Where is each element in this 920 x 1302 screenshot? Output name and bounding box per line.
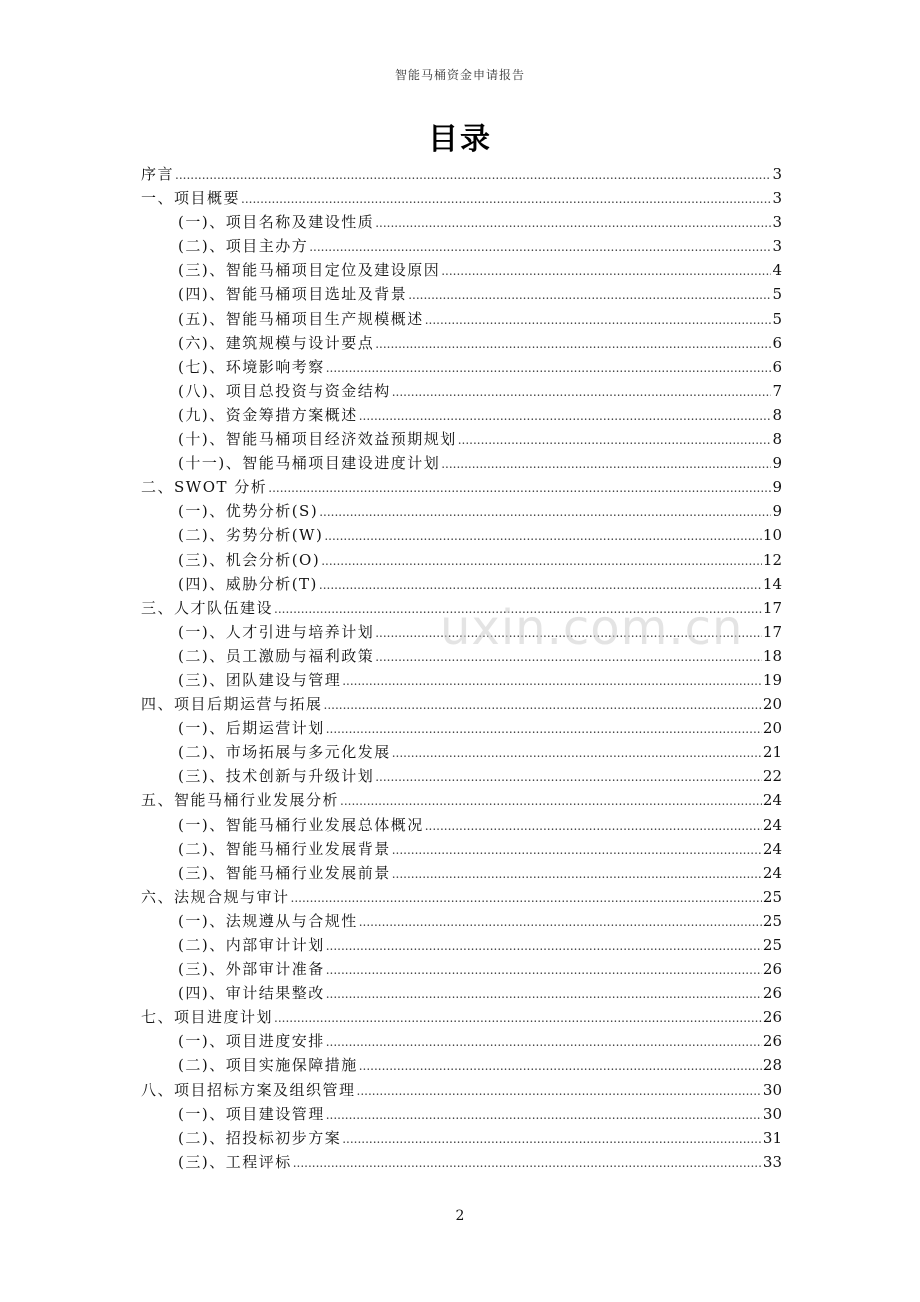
toc-entry-page: 24 xyxy=(762,863,782,882)
toc-entry-label: (八)、项目总投资与资金结构 xyxy=(178,381,391,400)
toc-entry-label: (一)、人才引进与培养计划 xyxy=(178,622,375,641)
toc-leader-dots xyxy=(359,404,772,428)
toc-entry-page: 6 xyxy=(772,357,782,376)
toc-entry-label: (二)、招投标初步方案 xyxy=(178,1128,342,1147)
toc-entry-page: 17 xyxy=(762,622,782,641)
toc-leader-dots xyxy=(342,669,762,693)
toc-leader-dots xyxy=(326,958,762,982)
toc-entry[interactable] xyxy=(141,861,782,885)
toc-entry-label: (二)、劣势分析(W) xyxy=(178,526,324,545)
toc-entry-page: 12 xyxy=(762,550,782,569)
toc-entry-label: 七、项目进度计划 xyxy=(141,1008,274,1027)
toc-entry-label: (三)、团队建设与管理 xyxy=(178,670,342,689)
toc-entry-page: 24 xyxy=(762,839,782,858)
toc-leader-dots xyxy=(309,235,771,259)
toc-entry[interactable] xyxy=(141,572,782,596)
toc-leader-dots xyxy=(375,645,762,669)
toc-entry-label: 六、法规合规与审计 xyxy=(141,887,290,906)
toc-leader-dots xyxy=(319,500,771,524)
toc-entry-page: 26 xyxy=(762,984,782,1003)
toc-entry-label: (三)、外部审计准备 xyxy=(178,960,325,979)
toc-leader-dots xyxy=(375,765,762,789)
toc-entry-label: 序言 xyxy=(141,165,175,183)
toc-list xyxy=(141,162,782,1174)
toc-leader-dots xyxy=(324,524,762,548)
toc-entry-page: 26 xyxy=(762,1008,782,1027)
toc-entry[interactable] xyxy=(141,162,782,186)
toc-entry[interactable] xyxy=(141,764,782,788)
toc-entry[interactable] xyxy=(141,933,782,957)
toc-entry-label: (三)、智能马桶行业发展前景 xyxy=(178,863,391,882)
toc-entry-label: (二)、市场拓展与多元化发展 xyxy=(178,743,391,762)
toc-entry-label: (五)、智能马桶项目生产规模概述 xyxy=(178,309,424,328)
toc-leader-dots xyxy=(392,741,762,765)
toc-entry-label: 八、项目招标方案及组织管理 xyxy=(141,1080,356,1099)
toc-entry[interactable] xyxy=(141,210,782,234)
toc-entry[interactable] xyxy=(141,427,782,451)
toc-leader-dots xyxy=(291,886,762,910)
toc-entry-page: 18 xyxy=(762,646,782,665)
toc-entry-label: (二)、员工激励与福利政策 xyxy=(178,646,375,665)
toc-leader-dots xyxy=(268,476,771,500)
running-header: 智能马桶资金申请报告 xyxy=(394,68,525,82)
toc-entry[interactable] xyxy=(141,1078,782,1102)
toc-title: 目录 xyxy=(428,122,492,157)
toc-entry-page: 28 xyxy=(762,1056,782,1075)
toc-entry[interactable] xyxy=(141,1102,782,1126)
toc-leader-dots xyxy=(293,1151,762,1175)
toc-entry-page: 8 xyxy=(772,430,782,449)
toc-leader-dots xyxy=(392,380,772,404)
toc-entry-label: (九)、资金筹措方案概述 xyxy=(178,405,358,424)
toc-leader-dots xyxy=(321,549,762,573)
watermark: uxin.com.cn xyxy=(440,600,744,656)
toc-leader-dots xyxy=(441,452,771,476)
toc-entry[interactable] xyxy=(141,1029,782,1053)
toc-entry[interactable] xyxy=(141,837,782,861)
toc-entry-page: 9 xyxy=(772,502,782,521)
toc-leader-dots xyxy=(274,1006,762,1030)
toc-entry-label: (七)、环境影响考察 xyxy=(178,357,325,376)
toc-entry[interactable] xyxy=(141,282,782,306)
toc-entry-page: 20 xyxy=(762,719,782,738)
toc-entry[interactable] xyxy=(141,186,782,210)
toc-entry-page: 25 xyxy=(762,936,782,954)
toc-entry-label: 二、SWOT 分析 xyxy=(141,478,268,497)
toc-entry-page: 20 xyxy=(762,695,782,714)
toc-entry-label: (二)、项目主办方 xyxy=(178,237,309,256)
toc-entry[interactable] xyxy=(141,1150,782,1174)
toc-entry-label: (十一)、智能马桶项目建设进度计划 xyxy=(178,454,441,473)
toc-entry[interactable] xyxy=(141,403,782,427)
toc-leader-dots xyxy=(359,910,762,934)
toc-entry-page: 22 xyxy=(762,767,782,786)
toc-entry[interactable] xyxy=(141,909,782,933)
toc-entry-page: 14 xyxy=(762,574,782,593)
toc-entry-page: 21 xyxy=(762,743,782,762)
toc-entry-page: 7 xyxy=(772,381,782,400)
toc-leader-dots xyxy=(340,789,762,813)
toc-entry-page: 5 xyxy=(772,309,782,328)
toc-entry-page: 25 xyxy=(762,887,782,906)
toc-leader-dots xyxy=(274,597,762,621)
toc-entry[interactable] xyxy=(141,957,782,981)
toc-entry-label: 五、智能马桶行业发展分析 xyxy=(141,791,340,810)
toc-entry-page: 30 xyxy=(762,1104,782,1123)
toc-entry-label: (三)、技术创新与升级计划 xyxy=(178,767,375,786)
page-number: 2 xyxy=(455,1208,465,1224)
toc-entry-page: 24 xyxy=(762,791,782,810)
toc-leader-dots xyxy=(375,332,771,356)
toc-entry-label: (三)、机会分析(O) xyxy=(178,550,321,569)
toc-entry-page: 26 xyxy=(762,960,782,979)
toc-leader-dots xyxy=(319,573,762,597)
toc-entry[interactable] xyxy=(141,1126,782,1150)
toc-entry[interactable] xyxy=(141,475,782,499)
toc-entry-label: (一)、项目建设管理 xyxy=(178,1104,325,1123)
toc-entry[interactable] xyxy=(141,451,782,475)
toc-entry[interactable] xyxy=(141,596,782,620)
toc-entry-page: 30 xyxy=(762,1080,782,1099)
toc-entry[interactable] xyxy=(141,668,782,692)
toc-entry[interactable] xyxy=(141,1053,782,1077)
toc-entry-page: 31 xyxy=(762,1128,782,1147)
toc-entry-page: 10 xyxy=(762,526,782,545)
toc-entry-page: 8 xyxy=(772,405,782,424)
toc-entry[interactable] xyxy=(141,813,782,837)
toc-entry-page: 3 xyxy=(772,189,782,208)
toc-entry[interactable] xyxy=(141,692,782,716)
toc-entry-label: (一)、优势分析(S) xyxy=(178,502,319,521)
toc-entry-page: 25 xyxy=(762,911,782,930)
toc-entry[interactable] xyxy=(141,331,782,355)
toc-entry-page: 4 xyxy=(772,261,782,280)
toc-leader-dots xyxy=(458,428,772,452)
toc-entry[interactable] xyxy=(141,644,782,668)
toc-entry-page: 19 xyxy=(762,670,782,689)
toc-entry-page: 26 xyxy=(762,1032,782,1051)
toc-leader-dots xyxy=(326,717,762,741)
toc-entry-page: 6 xyxy=(772,333,782,352)
toc-entry[interactable] xyxy=(141,548,782,572)
toc-leader-dots xyxy=(324,693,762,717)
toc-leader-dots xyxy=(392,862,762,886)
toc-entry[interactable] xyxy=(141,234,782,258)
toc-leader-dots xyxy=(425,814,762,838)
toc-leader-dots xyxy=(326,356,772,380)
toc-entry-label: (三)、智能马桶项目定位及建设原因 xyxy=(178,261,441,280)
toc-entry[interactable] xyxy=(141,307,782,331)
toc-entry-label: 三、人才队伍建设 xyxy=(141,598,274,617)
toc-entry-label: (二)、项目实施保障措施 xyxy=(178,1056,358,1075)
toc-entry-label: (三)、工程评标 xyxy=(178,1152,292,1171)
toc-leader-dots xyxy=(175,163,771,187)
toc-entry[interactable] xyxy=(141,620,782,644)
toc-entry[interactable] xyxy=(141,523,782,547)
toc-entry-page: 5 xyxy=(772,285,782,304)
toc-entry[interactable] xyxy=(141,1005,782,1029)
toc-leader-dots xyxy=(408,283,771,307)
toc-entry-page: 24 xyxy=(762,815,782,834)
toc-leader-dots xyxy=(326,982,762,1006)
toc-entry-label: (一)、项目名称及建设性质 xyxy=(178,213,375,232)
toc-entry-label: (十)、智能马桶项目经济效益预期规划 xyxy=(178,430,457,449)
toc-entry-page: 9 xyxy=(772,478,782,497)
toc-leader-dots xyxy=(241,187,771,211)
toc-entry[interactable] xyxy=(141,885,782,909)
toc-leader-dots xyxy=(326,1103,762,1127)
toc-entry-label: (一)、法规遵从与合规性 xyxy=(178,911,358,930)
toc-entry-label: (一)、项目进度安排 xyxy=(178,1032,325,1051)
toc-entry[interactable] xyxy=(141,788,782,812)
toc-entry[interactable] xyxy=(141,499,782,523)
toc-leader-dots xyxy=(425,308,772,332)
toc-entry[interactable] xyxy=(141,379,782,403)
toc-entry-page: 3 xyxy=(772,165,782,183)
toc-entry[interactable] xyxy=(141,740,782,764)
toc-entry-label: (四)、威胁分析(T) xyxy=(178,574,318,593)
toc-entry-page: 9 xyxy=(772,454,782,473)
toc-leader-dots xyxy=(326,1030,762,1054)
toc-entry-page: 17 xyxy=(762,598,782,617)
toc-entry-label: (一)、后期运营计划 xyxy=(178,719,325,738)
toc-leader-dots xyxy=(357,1079,762,1103)
toc-entry-label: (四)、审计结果整改 xyxy=(178,984,325,1003)
toc-entry-label: (二)、智能马桶行业发展背景 xyxy=(178,839,391,858)
toc-entry-label: (一)、智能马桶行业发展总体概况 xyxy=(178,815,424,834)
toc-entry[interactable] xyxy=(141,716,782,740)
toc-leader-dots xyxy=(392,838,762,862)
toc-entry[interactable] xyxy=(141,258,782,282)
toc-leader-dots xyxy=(326,934,762,958)
toc-entry-label: (四)、智能马桶项目选址及背景 xyxy=(178,285,408,304)
toc-leader-dots xyxy=(375,621,762,645)
toc-entry[interactable] xyxy=(141,981,782,1005)
toc-entry-label: 四、项目后期运营与拓展 xyxy=(141,695,323,714)
toc-entry-page: 33 xyxy=(762,1152,782,1171)
toc-leader-dots xyxy=(342,1127,762,1151)
toc-entry-page: 3 xyxy=(772,213,782,232)
toc-leader-dots xyxy=(375,211,771,235)
toc-entry-label: (六)、建筑规模与设计要点 xyxy=(178,333,375,352)
toc-entry-label: 一、项目概要 xyxy=(141,189,241,208)
toc-entry-label: (二)、内部审计计划 xyxy=(178,936,325,954)
toc-leader-dots xyxy=(441,259,771,283)
toc-entry-page: 3 xyxy=(772,237,782,256)
toc-entry[interactable] xyxy=(141,355,782,379)
toc-leader-dots xyxy=(359,1054,762,1078)
